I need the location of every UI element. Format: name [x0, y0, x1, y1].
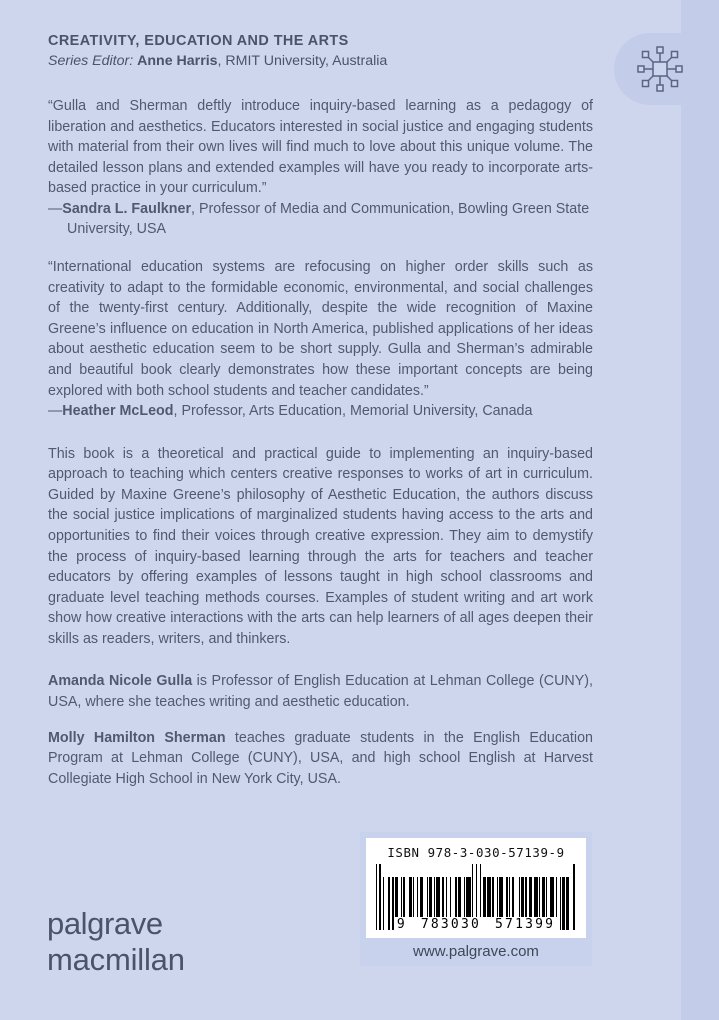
attrib-rest-2: , Professor, Arts Education, Memorial University, Canada — [173, 403, 533, 420]
barcode-digits — [395, 917, 557, 932]
barcode-box — [366, 838, 586, 938]
barcode-digit-group-0: 9 — [396, 917, 407, 932]
series-editor-affiliation: , RMIT University, Australia — [217, 53, 388, 69]
series-header — [48, 32, 593, 70]
attrib-name-1: Sandra L. Faulkner — [62, 200, 192, 217]
publisher-logo — [47, 908, 185, 975]
author-bio-text-2: teaches graduate students in the English Education Program at Lehman College (CUNY), USA, and high school English at Harvest Collegiate High School in New York City, USA. — [48, 729, 593, 787]
endorsement-quote-2: “International education systems are refocusing on higher order skills such as creativity to adapt to the formidable economic, environmental, and social challenges of the twenty-first century. Additionally, despite the wide recognition of Maxine Greene’s influence on education in North America, published applications of her ideas about aesthetic education seem to be short supply. Gulla and Sherman’s admirable and beautiful book clearly demonstrates how these important concepts are being explored with both school students and teacher candidates.” — [48, 259, 593, 399]
cover-copy — [48, 96, 593, 789]
isbn-text: ISBN 978-3-030-57139-9 — [387, 845, 565, 860]
attrib-name-2: Heather McLeod — [62, 403, 174, 420]
author-name-1: Amanda Nicole Gulla — [48, 673, 193, 690]
publisher-website: www.palgrave.com — [413, 943, 539, 960]
starburst-node-icon — [634, 43, 686, 95]
endorsement-quote-1: “Gulla and Sherman deftly introduce inquiry-based learning as a pedagogy of liberation and aesthetics. Educators interested in social justice and engaging students with material from their own lives will find much to love about this unique volume. The detailed lesson plans and extended examples will have you ready to incorporate arts-based practice in your curriculum.” — [48, 98, 593, 197]
endorsement-attribution-2 — [48, 401, 593, 422]
spacer — [48, 240, 593, 257]
barcode-digit-group-1: 783030 — [420, 917, 482, 932]
author-bio-2 — [48, 728, 593, 790]
publisher-name-line2: macmillan — [47, 942, 185, 977]
series-editor-label: Series Editor: — [48, 53, 134, 69]
series-badge — [614, 33, 719, 105]
author-name-2: Molly Hamilton Sherman — [48, 729, 226, 746]
publisher-name-line1: palgrave — [47, 906, 163, 941]
author-bio-1 — [48, 671, 593, 712]
author-bio-text-1: is Professor of English Education at Lehman College (CUNY), USA, where she teaches writing and aesthetic education. — [48, 673, 593, 711]
book-description: This book is a theoretical and practical guide to implementing an inquiry-based approach to teaching which centers creative responses to works of art in curriculum. Guided by Maxine Greene’s philosophy of Aesthetic Education, the authors discuss the social justice implications of marginalized students having access to the arts and opportunities to find their voices through creative expression. They aim to demystify the process of inquiry-based learning through the arts for teachers and teacher educators by offering examples of lessons taught in high school classrooms and graduate level teaching methods courses. Examples of student writing and art work show how creative interactions with the arts can help learners of all ages deepen their skills as readers, writers, and thinkers. — [48, 445, 593, 647]
spacer — [48, 422, 593, 444]
spine-edge-shading — [681, 0, 719, 1020]
spacer — [48, 713, 593, 728]
barcode-panel — [360, 832, 592, 966]
attrib-rest-1: , Professor of Media and Communication, Bowling Green State University, USA — [67, 200, 590, 238]
series-editor-line — [48, 52, 593, 70]
series-editor-name: Anne Harris — [137, 53, 218, 69]
attrib-dash-2: — — [48, 403, 63, 420]
endorsement-attribution-1 — [48, 199, 593, 240]
barcode-digit-group-2: 571399 — [495, 917, 556, 932]
attrib-dash-1: — — [48, 200, 63, 217]
spacer — [48, 649, 593, 671]
series-title: CREATIVITY, EDUCATION AND THE ARTS — [48, 33, 349, 49]
